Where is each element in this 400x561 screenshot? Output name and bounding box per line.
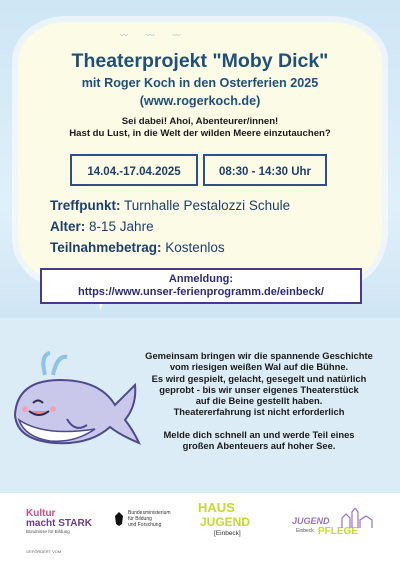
story-spacer bbox=[128, 418, 390, 429]
fee-info bbox=[50, 240, 225, 255]
kultur-logo-line1: Kultur bbox=[26, 508, 56, 519]
kultur-logo-line4: GEFÖRDERT VOM bbox=[26, 549, 62, 554]
eagle-icon bbox=[113, 510, 125, 528]
jugendpflege-logo-pflege: PFLEGE bbox=[318, 526, 359, 537]
age-label: Alter: bbox=[50, 219, 86, 234]
story-line: Gemeinsam bringen wir die spannende Geschichte bbox=[145, 350, 373, 361]
bmbf-line: Bundesministerium bbox=[128, 510, 171, 516]
jugendpflege-logo-jugend: JUGEND bbox=[292, 516, 330, 526]
registration-box[interactable] bbox=[40, 268, 362, 304]
time-box: 08:30 - 14:30 Uhr bbox=[203, 154, 327, 186]
town-skyline-icon bbox=[340, 508, 376, 528]
age-info bbox=[50, 219, 154, 234]
story-line: großen Abenteuers auf hoher See. bbox=[182, 440, 336, 452]
story-line: geprobt - bis wir unser eigenes Theaterstück bbox=[159, 383, 359, 395]
kultur-logo-line3: Bündnisse für Bildung bbox=[26, 529, 70, 534]
page-subtitle: mit Roger Koch in den Osterferien 2025 bbox=[81, 76, 319, 90]
intro-line-2: Hast du Lust, in die Welt der wilden Meere einzutauchen? bbox=[69, 128, 331, 139]
date-box: 14.04.-17.04.2025 bbox=[70, 154, 198, 186]
story-line: auf die Beine gestellt haben. bbox=[195, 395, 323, 407]
registration-label: Anmeldung: bbox=[168, 273, 234, 285]
fee-label: Teilnahmebetrag: bbox=[50, 240, 162, 255]
story-text bbox=[128, 350, 390, 451]
intro-line-1: Sei dabei! Ahoi, Abenteurer/innen! bbox=[121, 116, 279, 127]
haus-logo: HAUS bbox=[198, 500, 235, 515]
story-line: Theatererfahrung ist nicht erforderlich bbox=[173, 406, 345, 418]
fee-value: Kostenlos bbox=[165, 240, 225, 255]
birds-icon: 〰 〰 〰 bbox=[120, 31, 189, 40]
meeting-point bbox=[50, 198, 290, 213]
meeting-value: Turnhalle Pestalozzi Schule bbox=[124, 198, 291, 213]
whale-icon bbox=[5, 345, 145, 455]
website-link[interactable]: (www.rogerkoch.de) bbox=[139, 94, 261, 108]
bmbf-line: für Bildung bbox=[128, 516, 152, 522]
registration-url[interactable]: https://www.unser-ferienprogramm.de/einbeck/ bbox=[78, 286, 324, 298]
story-line: vom riesigen weißen Wal auf die Bühne. bbox=[169, 361, 349, 373]
jugend-logo: JUGEND bbox=[200, 515, 251, 529]
age-value: 8-15 Jahre bbox=[89, 219, 154, 234]
bmbf-logo-text bbox=[128, 510, 171, 528]
kultur-logo-line2: macht STARK bbox=[26, 518, 92, 529]
bmbf-line: und Forschung bbox=[128, 522, 162, 528]
einbeck-logo: [Einbeck] bbox=[214, 530, 241, 537]
jugendpflege-logo-einbeck: Einbeck bbox=[296, 528, 314, 534]
story-line: Es wird gespielt, gelacht, gesegelt und natürlich bbox=[151, 372, 367, 384]
page-title: Theaterprojekt "Moby Dick" bbox=[71, 50, 329, 72]
story-line: Melde dich schnell an und werde Teil eines bbox=[163, 428, 355, 440]
meeting-label: Treffpunkt: bbox=[50, 198, 121, 213]
